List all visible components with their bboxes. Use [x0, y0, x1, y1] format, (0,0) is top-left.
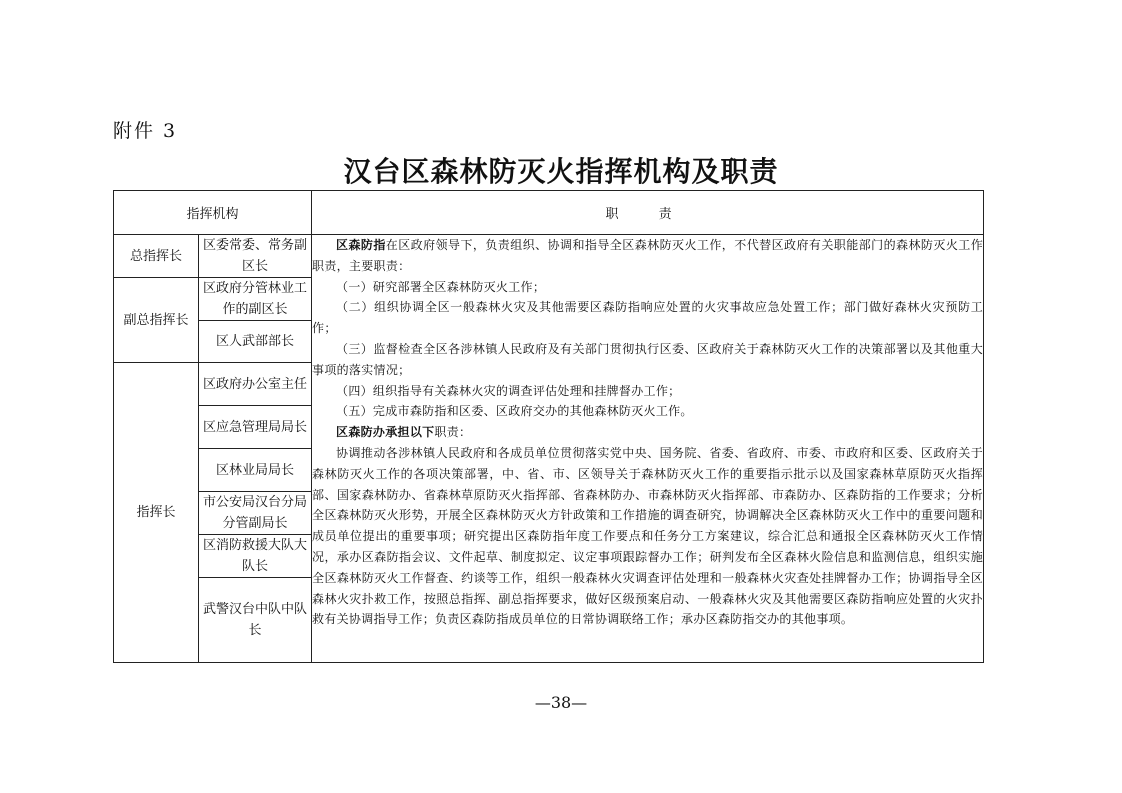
document-title: 汉台区森林防灭火指挥机构及职责 — [343, 155, 779, 188]
role-chief: 总指挥长 — [114, 235, 199, 278]
table-row — [114, 235, 984, 278]
position-cell: 区委常委、常务副区长 — [199, 235, 312, 278]
duty-item: （二）组织协调全区一般森林火灾及其他需要区森防指响应处置的火灾事故应急处置工作；部门做好森林火灾预防工作； — [312, 300, 984, 336]
office-duty-paragraph: 协调推动各涉林镇人民政府和各成员单位贯彻落实党中央、国务院、省委、省政府、市委、市政府和区委、区政府关于森林防灭火工作的各项决策部署，中、省、市、区领导关于森林防灭火工作的重要指示批示以及国家森林草原防灭火指挥部、国家森林防办、省森林草原防灭火指挥部、省森林防办、市森林防灭火指挥部、市森防办、区森防指的工作要求；分析全区森林防灭火形势，开展全区森林防灭火方针政策和工作措施的调查研究，协调解决全区森林防灭火工作中的重要问题和成员单位提出的重要事项；研究提出区森防指年度工作要点和任务分工方案建议，综合汇总和通报全区森林防灭火工作情况，承办区森防指会议、文件起草、制度拟定、议定事项跟踪督办工作；研判发布全区森林火险信息和监测信息，组织实施全区森林防灭火工作督查、约谈等工作，组织一般森林火灾调查评估处理和一般森林火灾查处挂牌督办工作；协调指导全区森林火灾扑救工作，按照总指挥、副总指挥要求，做好区级预案启动、一般森林火灾及其他需要区森防指响应处置的火灾扑救有关协调指导工作；负责区森防指成员单位的日常协调联络工作；承办区森防指交办的其他事项。 — [312, 445, 984, 627]
duty-item: （五）完成市森防指和区委、区政府交办的其他森林防灭火工作。 — [336, 404, 693, 419]
position-cell: 区政府办公室主任 — [199, 363, 312, 406]
duty-intro-bold: 区森防指 — [336, 238, 386, 252]
office-duty-heading — [312, 422, 983, 443]
office-duty-bold: 区森防办承担以下 — [336, 425, 435, 440]
position-cell: 区林业局局长 — [199, 449, 312, 492]
duty-intro-paragraph — [312, 235, 983, 277]
duty-item: （四）组织指导有关森林火灾的调查评估处理和挂牌督办工作； — [336, 383, 681, 398]
duty-item: （一）研究部署全区森林防灭火工作； — [336, 279, 546, 294]
position-cell: 区消防救援大队大队长 — [199, 535, 312, 578]
position-cell: 区应急管理局局长 — [199, 406, 312, 449]
position-cell: 区政府分管林业工作的副区长 — [199, 278, 312, 321]
role-commander: 指挥长 — [114, 363, 199, 663]
office-duty-heading-text: 职责： — [434, 425, 472, 440]
page-number: —38— — [534, 693, 588, 712]
role-deputy-chief: 副总指挥长 — [114, 278, 199, 363]
duty-item: （三）监督检查全区各涉林镇人民政府及有关部门贯彻执行区委、区政府关于森林防灭火工作的决策部署以及其他重大事项的落实情况； — [312, 341, 984, 377]
attachment-label: 附件 3 — [113, 120, 178, 142]
position-cell: 区人武部部长 — [199, 321, 312, 363]
position-cell: 武警汉台中队中队长 — [199, 578, 312, 663]
column-header-org: 指挥机构 — [114, 191, 312, 235]
table-header-row — [114, 191, 984, 235]
command-structure-table — [113, 190, 984, 663]
duty-intro-text: 在区政府领导下，负责组织、协调和指导全区森林防灭火工作，不代替区政府有关职能部门的森林防灭火工作职责，主要职责： — [312, 238, 984, 273]
position-cell: 市公安局汉台分局分管副局长 — [199, 492, 312, 535]
column-header-duty: 职 责 — [312, 191, 984, 235]
duties-cell — [312, 235, 984, 663]
